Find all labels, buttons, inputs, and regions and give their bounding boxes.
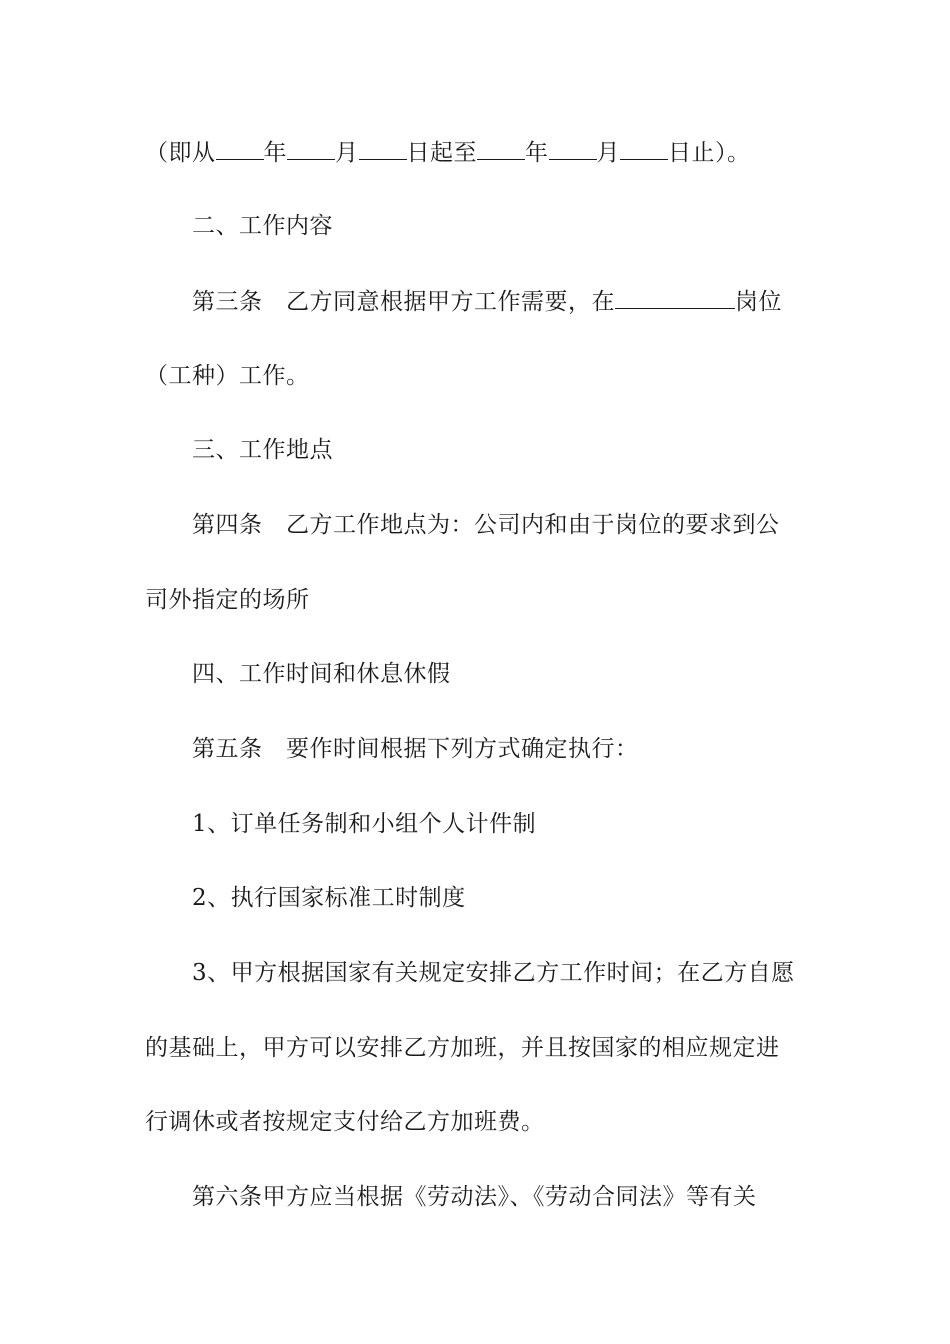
article-3-line-2: （工种）工作。: [145, 363, 310, 389]
end-month-label: 月: [596, 140, 620, 166]
article-4-line-1: 第四条 乙方工作地点为：公司内和由于岗位的要求到公: [192, 512, 780, 538]
section-heading-work-hours: 四、工作时间和休息休假: [192, 661, 451, 687]
list-item-3-line-2: 的基础上，甲方可以安排乙方加班，并且按国家的相应规定进: [145, 1035, 780, 1061]
start-month-blank: [287, 137, 335, 160]
article-6: 第六条甲方应当根据《劳动法》、《劳动合同法》等有关: [192, 1184, 757, 1210]
article-3-text: 第三条 乙方同意根据甲方工作需要，在: [192, 289, 615, 315]
article-3-line-1: [192, 286, 810, 317]
start-day-label: 日起至: [406, 140, 477, 166]
contract-term-line: [145, 137, 810, 168]
list-item-2: 2、执行国家标准工时制度: [192, 885, 466, 911]
end-year-label: 年: [525, 140, 549, 166]
section-heading-work-location: 三、工作地点: [192, 437, 333, 463]
start-year-label: 年: [263, 140, 287, 166]
list-item-1: 1、订单任务制和小组个人计件制: [192, 811, 537, 837]
start-year-blank: [216, 137, 264, 160]
term-prefix: （即从: [145, 140, 216, 166]
article-4-line-2: 司外指定的场所: [145, 587, 310, 613]
start-day-blank: [359, 137, 407, 160]
end-day-label: 日止）。: [668, 140, 751, 166]
list-item-3-line-1: 3、甲方根据国家有关规定安排乙方工作时间；在乙方自愿: [192, 960, 795, 986]
end-year-blank: [477, 137, 525, 160]
section-heading-work-content: 二、工作内容: [192, 213, 333, 239]
end-day-blank: [620, 137, 668, 160]
start-month-label: 月: [335, 140, 359, 166]
end-month-blank: [549, 137, 597, 160]
article-5: 第五条 要作时间根据下列方式确定执行：: [192, 736, 639, 762]
position-blank: [615, 286, 735, 309]
list-item-3-line-3: 行调休或者按规定支付给乙方加班费。: [145, 1109, 545, 1135]
position-label: 岗位: [735, 289, 782, 315]
